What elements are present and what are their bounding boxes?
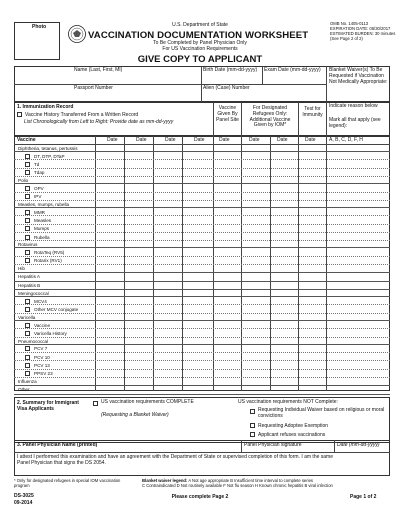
vaccine-label: Tdap (34, 170, 45, 176)
vaccine-checkbox[interactable] (25, 363, 30, 368)
vaccine-checkbox[interactable] (25, 355, 30, 360)
date-header-7: Date (277, 137, 288, 143)
written-record-text: Vaccine History Transferred From a Written Record (25, 111, 139, 118)
vaccine-checkbox[interactable] (25, 186, 30, 191)
vaccine-group-label: Hepatitis A (18, 274, 40, 280)
vaccine-label: IPV (34, 194, 42, 200)
vaccine-row (14, 345, 390, 353)
vaccine-column-header: Vaccine (17, 137, 36, 143)
vaccine-checkbox[interactable] (25, 194, 30, 199)
vaccine-checkbox[interactable] (25, 250, 30, 255)
attestation-text: I attest I performed this examination and have an agreement with the Department of State or supervised completion of this form. I am the same Panel Physician that signs the DS 2054. (17, 454, 333, 466)
date-header-6: Date (249, 137, 260, 143)
exam-date-field[interactable]: Exam Date (mm-dd-yyyy) (264, 67, 321, 73)
vaccine-row (14, 370, 390, 378)
vaccine-label: MCV4 (34, 298, 47, 304)
vaccine-group-row (14, 314, 390, 321)
omb-number: OMB No. 1405-0113 (330, 21, 369, 26)
waiver-legend-label: Blanket waiver legend: (142, 478, 188, 483)
vaccine-checkbox[interactable] (25, 371, 30, 376)
refuses-text: Applicant refuses vaccinations (258, 431, 326, 438)
physician-name-heading[interactable]: 3. Panel Physician Name (printed) (17, 442, 98, 448)
complete-note: (Requesting a Blanket Waiver) (101, 412, 169, 418)
vaccine-label: PCV 13 (34, 362, 50, 368)
vaccine-group-label: Diphtheria, tetanus, pertussis (18, 146, 78, 151)
vaccine-group-row (14, 201, 390, 208)
vaccine-group-row (14, 241, 390, 248)
adoptee-exemption-option[interactable] (250, 423, 328, 430)
chronological-note: List Chronologically from Left to Right: Provide date as mm-dd-yyyy (24, 119, 174, 125)
vaccine-group-label: Hepatitis B (18, 282, 41, 288)
omb-burden: ESTIMATED BURDEN: 30 minutes (330, 31, 396, 37)
mark-all-header: Mark all that apply (see legend): (329, 117, 381, 129)
vaccine-label: OPV (34, 185, 44, 191)
written-record-line (17, 112, 138, 119)
name-field[interactable]: Name (Last, First, MI) (74, 67, 123, 73)
vaccine-label: DT, DTP, DTaP (34, 153, 65, 159)
vaccine-group-row (14, 386, 390, 394)
vaccine-group-label: Meningococcal (18, 291, 49, 296)
waiver-legend-line-2: C Contraindicated D Not routinely available F Not flu season H Known chronic hepatitis B viral infection (142, 483, 333, 489)
vaccine-checkbox[interactable] (25, 170, 30, 175)
date-header-4: Date (194, 137, 205, 143)
vaccine-group-row (14, 265, 390, 273)
physician-date-field[interactable]: Date (mm-dd-yyyy) (337, 442, 380, 448)
give-copy-title: GIVE COPY TO APPLICANT (137, 54, 263, 65)
vaccine-checkbox[interactable] (25, 323, 30, 328)
refuses-checkbox[interactable] (250, 432, 255, 437)
vaccine-row (14, 257, 390, 265)
vaccine-group-label: Measles, mumps, rubella (18, 201, 70, 207)
vaccine-label: PCV 7 (34, 346, 48, 352)
summary-heading: 2. Summary for Immigrant Visa Applicants (17, 400, 79, 412)
form-title: VACCINATION DOCUMENTATION WORKSHEET (88, 30, 309, 41)
omb-block (330, 21, 400, 41)
vaccine-label: PCV 10 (34, 354, 50, 360)
date-header-5: Date (219, 137, 230, 143)
vaccine-row (14, 216, 390, 224)
date-headers (95, 138, 326, 145)
vaccine-label: Mumps (34, 226, 50, 232)
written-record-checkbox[interactable] (17, 112, 22, 117)
vaccine-checkbox[interactable] (25, 210, 30, 215)
vaccine-row (14, 233, 390, 241)
vaccine-checkbox[interactable] (25, 307, 30, 312)
adoptee-exemption-checkbox[interactable] (250, 423, 255, 428)
blanket-waiver-header: Blanket Waiver(s) To Be Requested if Vaccination Not Medically Appropriate: (329, 67, 388, 85)
vaccine-row (14, 152, 390, 160)
vaccine-row (14, 249, 390, 257)
vaccine-row (14, 193, 390, 201)
vaccine-checkbox[interactable] (25, 346, 30, 351)
date-header-8: Date (305, 137, 316, 143)
vaccine-label: MMR (34, 209, 45, 215)
vaccine-group-row (14, 282, 390, 290)
vaccine-row (14, 297, 390, 305)
vaccine-checkbox[interactable] (25, 235, 30, 240)
religious-waiver-checkbox[interactable] (250, 409, 255, 414)
vaccine-label: Varicella History (34, 330, 67, 336)
subtitle-1: To Be Completed by Panel Physician Only (153, 40, 247, 46)
vaccine-checkbox[interactable] (25, 154, 30, 159)
iom-footnote: * Only for designated refugees in special IOM vaccination program (14, 478, 121, 489)
vaccine-checkbox[interactable] (25, 218, 30, 223)
vaccine-group-label: Other (18, 387, 30, 393)
vaccine-row (14, 184, 390, 192)
vaccine-checkbox[interactable] (25, 299, 30, 304)
religious-waiver-option[interactable] (250, 408, 388, 420)
complete-text: US vaccination requirements COMPLETE (101, 399, 194, 405)
omb-page-note: (See Page 2 of 2) (330, 36, 363, 42)
omb-expiration: EXPIRATION DATE: 06/30/2017 (330, 26, 391, 32)
vaccine-checkbox[interactable] (25, 226, 30, 231)
vaccine-checkbox[interactable] (25, 331, 30, 336)
vaccine-row (14, 353, 390, 361)
photo-label: Photo (32, 24, 47, 30)
designated-refugee-header: For Designated Refugees Only: Additional Vaccine Given by IOM* (249, 105, 291, 129)
vaccine-row (14, 208, 390, 216)
vaccine-label: Rotarix (RV1) (34, 258, 62, 264)
vaccine-group-label: Influenza (18, 379, 37, 384)
adoptee-exemption-text: Requesting Adoptee Exemption (258, 422, 329, 429)
vaccine-group-row (14, 338, 390, 345)
date-header-3: Date (165, 137, 176, 143)
vaccine-checkbox[interactable] (25, 162, 30, 167)
given-by-panel-header: Vaccine Given By Panel Site (216, 105, 239, 123)
vaccine-group-label: Hib (18, 266, 25, 272)
vaccine-group-row (14, 290, 390, 297)
subtitle-2: For US Vaccination Requirements (162, 46, 238, 52)
religious-waiver-text: Requesting Individual Waiver based on religious or moral convictions (258, 407, 385, 419)
vaccine-row (14, 361, 390, 369)
vaccine-group-label: Varicella (18, 314, 36, 320)
complete-checkbox[interactable] (93, 401, 98, 406)
department: U.S. Department of State (172, 22, 228, 28)
vaccine-row (14, 306, 390, 314)
vaccine-label: Other MCV conjugate (34, 307, 79, 312)
vaccine-group-label: Polio (18, 178, 29, 184)
date-header-1: Date (107, 137, 118, 143)
physician-signature-field[interactable]: Panel Physician signature (244, 442, 302, 448)
vaccine-group-label: Rotavirus (18, 242, 38, 248)
vaccine-group-row (14, 177, 390, 184)
waiver-legend-line-1: A Not age appropriate B Insufficient time interval to complete series (188, 478, 314, 483)
vaccine-row (14, 169, 390, 177)
vaccine-row (14, 161, 390, 169)
vaccine-checkbox[interactable] (25, 258, 30, 263)
vaccine-label: PPSV 23 (34, 371, 53, 377)
indicate-reason-header: Indicate reason below (329, 103, 378, 109)
form-date: 09-2014 (14, 500, 33, 506)
complete-page-2: Please complete Page 2 (171, 494, 229, 500)
date-header-2: Date (136, 137, 147, 143)
page-number: Page 1 of 2 (350, 494, 377, 500)
test-immunity-header: Test for Immunity (302, 106, 323, 118)
waiver-legend (142, 478, 392, 488)
vaccine-group-row (14, 273, 390, 281)
form-number: DS-3025 (14, 493, 34, 499)
vaccine-row (14, 329, 390, 337)
birth-date-field[interactable]: Birth Date (mm-dd-yyyy) (203, 67, 258, 73)
not-complete-heading: US vaccination requirements NOT Complete: (238, 399, 338, 405)
vaccine-label: Td (34, 162, 40, 167)
vaccine-group-row (14, 378, 390, 386)
vaccine-row (14, 321, 390, 329)
vaccine-label: Rubella (34, 234, 50, 240)
complete-option[interactable] (93, 400, 223, 406)
vaccine-label: Measles (34, 217, 52, 223)
vaccine-label: RotaTeq (RV5) (34, 250, 65, 255)
vaccine-group-row (14, 145, 390, 152)
immunization-record-heading: 1. Immunization Record (17, 104, 74, 110)
vaccine-group-label: Pneumococcal (18, 338, 49, 344)
vaccine-row (14, 225, 390, 233)
vaccine-label: Vaccine (34, 322, 51, 328)
alien-number-field[interactable]: Alien (Case) Number (203, 85, 250, 91)
waiver-codes-header: A, B, C, D, F, H (329, 137, 363, 143)
refuses-option[interactable] (250, 432, 325, 439)
passport-field[interactable]: Passport Number (74, 85, 113, 91)
